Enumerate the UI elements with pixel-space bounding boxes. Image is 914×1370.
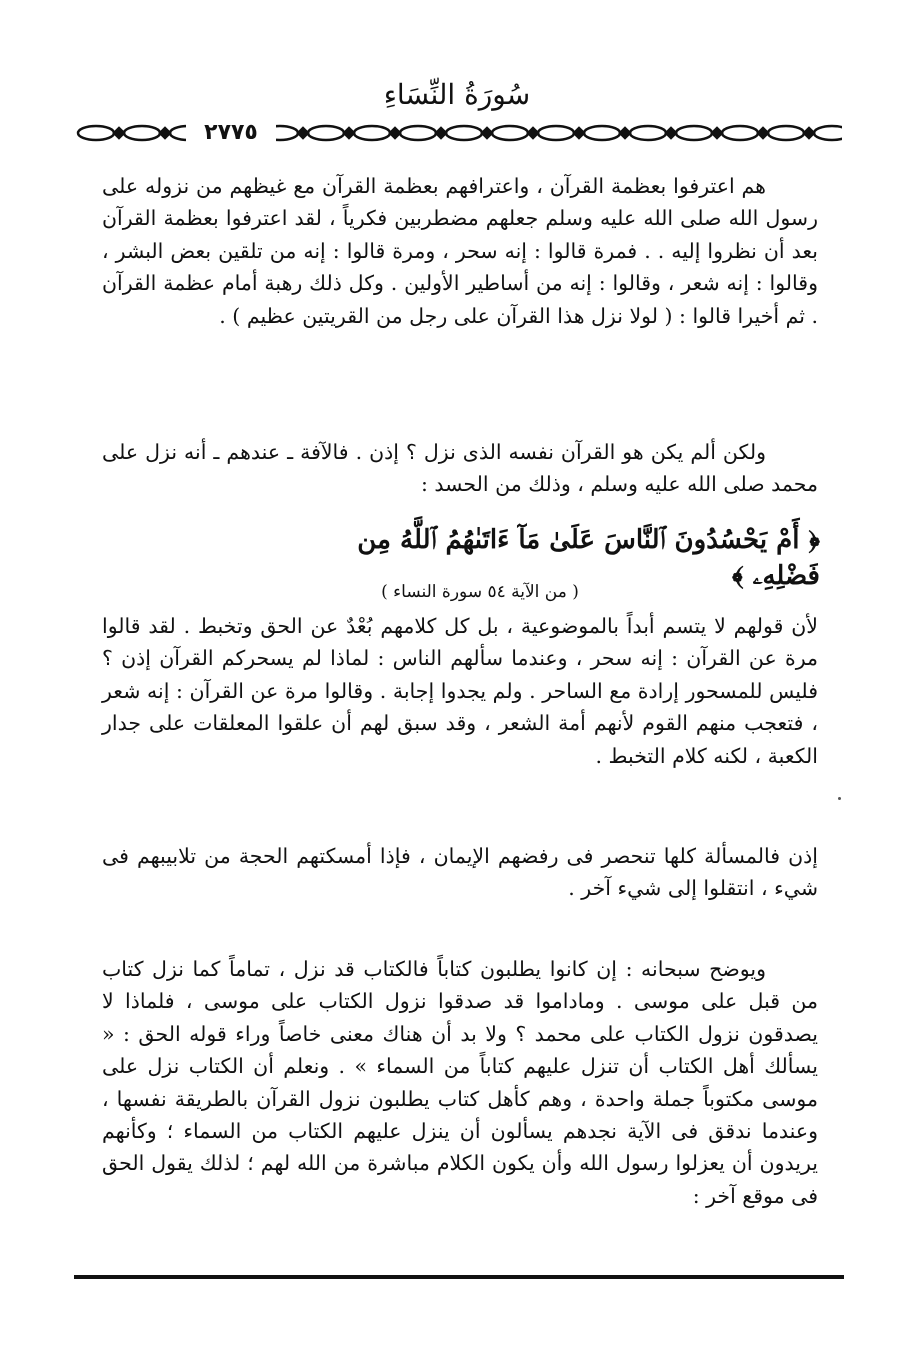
chain-oval-icon <box>584 126 620 140</box>
chain-oval-icon <box>630 126 666 140</box>
chain-oval-icon <box>814 126 842 140</box>
quran-verse: ﴿ أَمْ يَحْسُدُونَ ٱلنَّاسَ عَلَىٰ مَآ ءَاتَىٰهُمُ ٱللَّهُ مِن فَضْلِهِۦ ﴾ <box>357 525 820 591</box>
chain-diamond-icon <box>160 128 170 138</box>
chain-diamond-icon <box>804 128 814 138</box>
chain-diamond-icon <box>344 128 354 138</box>
chain-diamond-icon <box>574 128 584 138</box>
chain-diamond-icon <box>114 128 124 138</box>
page-number: ٢٧٧٥ <box>186 119 276 147</box>
surah-title: سُورَةُ النِّسَاءِ <box>383 78 531 111</box>
chain-diamond-icon <box>482 128 492 138</box>
chain-oval-icon <box>308 126 344 140</box>
chain-oval-icon <box>722 126 758 140</box>
chain-oval-icon <box>78 126 114 140</box>
paragraph-3: لأن قولهم لا يتسم أبداً بالموضوعية ، بل كل كلامهم بُعْدٌ عن الحق وتخبط . لقد قالوا مرة عن القرآن : إنه سحر ، وعندما سألهم الناس : لماذا لم يسحركم القرآن إذن ؟ فليس للمسحور إرادة مع الساحر . ولم يجدوا إجابة . وقالوا مرة عن القرآن : إنه شعر ، فتعجب منهم القوم لأنهم أمة الشعر ، وقد سبق لهم أن علقوا المعلقات على جدار الكعبة ، لكنه كلام التخبط . <box>102 614 818 768</box>
chain-diamond-icon <box>390 128 400 138</box>
chain-oval-icon <box>354 126 390 140</box>
chain-diamond-icon <box>436 128 446 138</box>
footer-rule <box>74 1275 844 1279</box>
chain-oval-icon <box>400 126 436 140</box>
chain-oval-icon <box>538 126 574 140</box>
chain-oval-icon <box>768 126 804 140</box>
chain-oval-icon <box>676 126 712 140</box>
header-ornament-band <box>74 118 842 148</box>
chain-diamond-icon <box>758 128 768 138</box>
chain-diamond-icon <box>298 128 308 138</box>
chain-oval-icon <box>492 126 528 140</box>
paragraph-2: ولكن ألم يكن هو القرآن نفسه الذى نزل ؟ إذن . فالآفة ـ عندهم ـ أنه نزل على محمد صلى الله عليه وسلم ، وذلك من الحسد : <box>102 440 818 497</box>
chain-diamond-icon <box>528 128 538 138</box>
chain-diamond-icon <box>712 128 722 138</box>
scan-speck <box>838 797 841 800</box>
chain-oval-icon <box>124 126 160 140</box>
paragraph-1: هم اعترفوا بعظمة القرآن ، واعترافهم بعظمة القرآن مع غيظهم من نزوله على رسول الله صلى الله عليه وسلم جعلهم مضطربين فكرياً ، لقد اعترفوا بعظمة القرآن بعد أن نظروا إليه . . فمرة قالوا : إنه سحر ، ومرة قالوا : إنه من تلقين بعض البشر ، وقالوا : إنه شعر ، وقالوا : إنه من أساطير الأولين . وكل ذلك رهبة أمام عظمة القرآن . ثم أخيرا قالوا : ( لولا نزل هذا القرآن على رجل من القريتين عظيم ) . <box>102 174 818 328</box>
chain-diamond-icon <box>620 128 630 138</box>
verse-reference: ( من الآية ٥٤ سورة النساء ) <box>381 582 579 602</box>
paragraph-5: ويوضح سبحانه : إن كانوا يطلبون كتاباً فالكتاب قد نزل ، تماماً كما نزل كتاب من قبل على موسى . وماداموا قد صدقوا نزول الكتاب على موسى ، فلماذا لا يصدقون نزول الكتاب على محمد ؟ ولا بد أن هناك معنى خاصاً وراء قوله الحق : « يسألك أهل الكتاب أن تنزل عليهم كتاباً من السماء » . ونعلم أن الكتاب نزل على موسى مكتوباً جملة واحدة ، وهم كأهل كتاب يطلبون نزول القرآن بالطريقة نفسها ، وعندما ندقق فى الآية نجدهم يسألون أن ينزل عليهم الكتاب من السماء ؛ وكأنهم يريدون أن يعزلوا رسول الله وأن يكون الكلام مباشرة من الله لهم ؛ لذلك يقول الحق فى موقع آخر : <box>102 957 818 1208</box>
chain-oval-icon <box>446 126 482 140</box>
paragraph-4: إذن فالمسألة كلها تنحصر فى رفضهم الإيمان ، فإذا أمسكتهم الحجة من تلابيبهم فى شيء ، انتقلوا إلى شيء آخر . <box>102 844 818 901</box>
chain-diamond-icon <box>666 128 676 138</box>
